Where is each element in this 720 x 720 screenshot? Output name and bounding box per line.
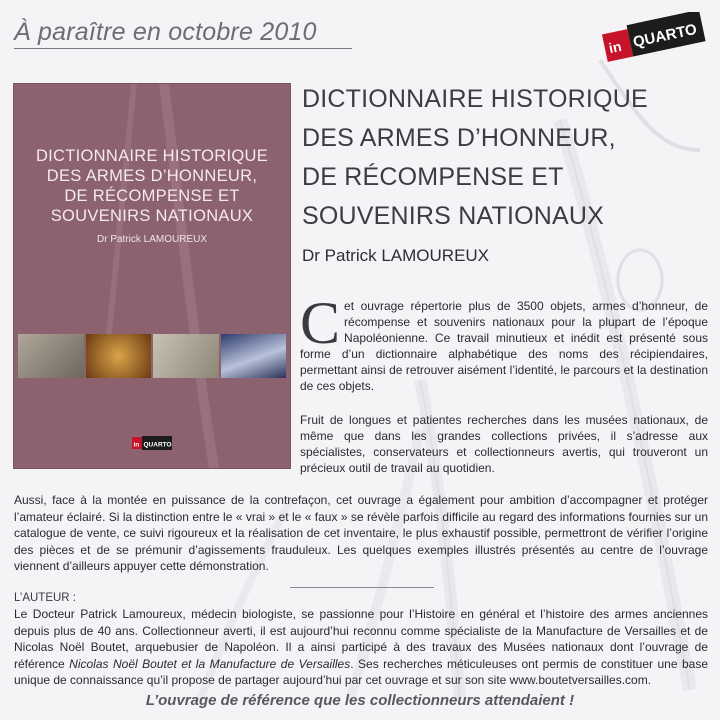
svg-text:QUARTO: QUARTO <box>143 441 172 449</box>
cover-photo-medallion <box>86 334 152 378</box>
description-paragraph-2: Fruit de longues et patientes recherches dans les musées nationaux, de même que dans les grandes collections privées, il s’adresse aux spécialistes, conservateurs et collectionneurs avertis, qui trouveront un précieux outil de travail au quotidien. <box>300 413 708 475</box>
cover-title <box>14 146 290 226</box>
book-title-line: SOUVENIRS NATIONAUX <box>302 202 604 230</box>
svg-text:in: in <box>607 37 623 57</box>
svg-text:in: in <box>133 441 140 449</box>
tagline: L’ouvrage de référence que les collectionneurs attendaient ! <box>145 692 575 709</box>
book-title <box>302 80 702 236</box>
about-author-text-start: Le Docteur Patrick Lamoureux, médecin biologiste, se passionne pour l’Histoire en général et l’histoire des armes anciennes depuis plus de 40 ans. Collectionneur averti, il est aujourd’hui reconnu comme spécialiste de la Manufacture de Versailles et de Nicolas Noël Boutet, arquebusier de Napoléon. Il a ainsi participé à des travaux des Musées nationaux dont l’ouvrage de référence <box>14 607 708 671</box>
dropcap-letter: C <box>300 290 341 356</box>
release-announcement-text: À paraître en octobre 2010 <box>14 18 317 46</box>
book-title-line: DICTIONNAIRE HISTORIQUE <box>302 85 648 113</box>
about-author-text <box>14 606 708 689</box>
reference-book-title: Nicolas Noël Boutet et la Manufacture de Versailles <box>69 656 351 671</box>
cover-photo-strip <box>18 334 286 378</box>
inquarto-logo <box>598 12 708 66</box>
release-announcement <box>14 18 352 49</box>
cover-title-line: DES ARMES D’HONNEUR, <box>46 167 258 185</box>
book-title-line: DE RÉCOMPENSE ET <box>302 163 564 191</box>
cover-sword-graphic <box>14 84 290 468</box>
book-author: Dr Patrick LAMOUREUX <box>302 246 490 265</box>
cover-title-line: SOUVENIRS NATIONAUX <box>50 207 254 225</box>
cover-photo-inscription <box>153 334 219 378</box>
section-divider <box>290 587 434 588</box>
cover-publisher-logo <box>132 434 172 452</box>
about-author-text-end: . Ses recherches méticuleuses ont permis de constituer une base unique de connaissance qu’il propose de partager aujourd’hui par cet ouvrage et sur son site www.boutetversailles.com. <box>14 656 708 687</box>
description-paragraph-1 <box>300 290 708 394</box>
cover-author: Dr Patrick LAMOUREUX <box>96 234 207 245</box>
cover-photo-blade <box>221 334 287 378</box>
cover-photo-engraving <box>18 334 84 378</box>
cover-title-line: DE RÉCOMPENSE ET <box>64 187 240 205</box>
about-author-label: L’AUTEUR : <box>14 592 76 604</box>
description-paragraph-3: Aussi, face à la montée en puissance de la contrefaçon, cet ouvrage a également pour ambition d’accompagner et protéger l’amateur éclairé. Si la distinction entre le « vrai » et le « faux » se révèle parfois difficile au regard des informations fournies sur un catalogue de vente, ce suivi rigoureux et la réalisation de cet inventaire, le plus exhaustif possible, permettront de vérifier l’origine des pièces et de se prémunir d’agissements frauduleux. Les quelques exemples illustrés présentés au centre de l’ouvrage viennent d’ailleurs appuyer cette démonstration. <box>14 493 708 573</box>
cover-title-line: DICTIONNAIRE HISTORIQUE <box>35 147 269 165</box>
book-title-line: DES ARMES D’HONNEUR, <box>302 124 616 152</box>
book-cover <box>14 84 290 468</box>
description-text-1: et ouvrage répertorie plus de 3500 objets, armes d’honneur, de récompense et souvenirs nationaux pour la plupart de l’époque Napoléonienne. Ce travail minutieux et inédit est présenté sous forme d’un dictionnaire alphabétique des noms des récipiendaires, permettant ainsi de retrouver aisément l’identité, le parcours et la destination de ces objets. <box>300 299 708 393</box>
svg-text:QUARTO: QUARTO <box>631 20 699 51</box>
